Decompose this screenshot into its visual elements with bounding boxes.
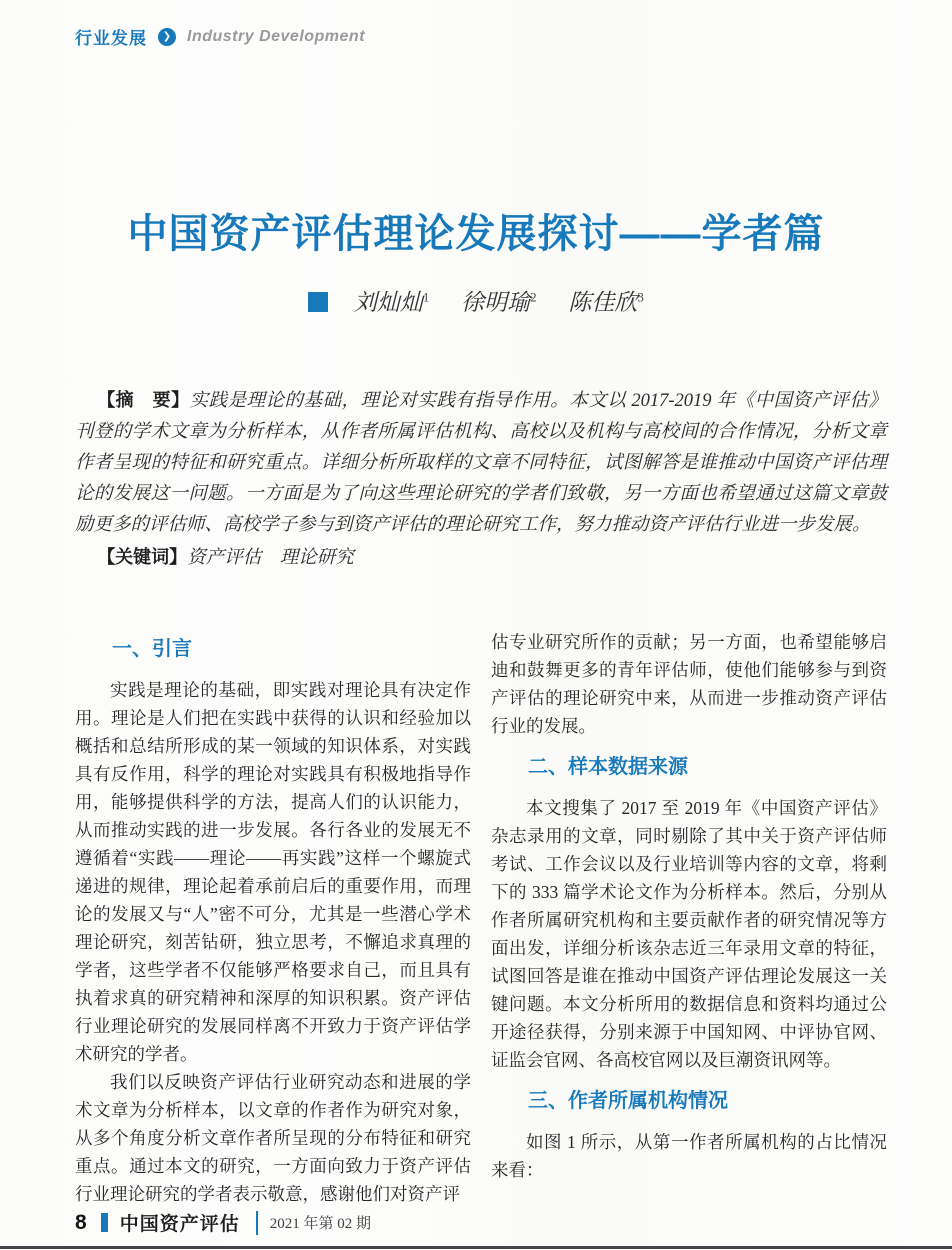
journal-name: 中国资产评估 xyxy=(119,1214,240,1235)
section-heading-3: 三、作者所属机构情况 xyxy=(528,1090,728,1112)
section-1-paragraph-2: 我们以反映资产评估行业研究动态和进展的学术文章为分析样本，以文章的作者作为研究对象，从多个角度分析文章作者所呈现的分布特征和研究重点。通过本文的研究，一方面向致力于资产评估行业理论研究的学者表示敬意，感谢他们对资产评 xyxy=(75,1072,471,1204)
author-2-name: 徐明瑜 xyxy=(461,290,531,315)
left-column xyxy=(75,628,471,1208)
section-heading-1: 一、引言 xyxy=(112,638,192,660)
article-body xyxy=(75,628,887,1208)
author-1 xyxy=(354,290,430,315)
author-line xyxy=(0,284,952,317)
author-2-affiliation-sup: 2 xyxy=(530,289,537,305)
category-label-cn: 行业发展 xyxy=(75,29,147,48)
author-3-affiliation-sup: 3 xyxy=(637,289,644,305)
section-1-paragraph-2-continued: 估专业研究所作的贡献；另一方面，也希望能够启迪和鼓舞更多的青年评估师，使他们能够参与到资产评估的理论研究中来，从而进一步推动资产评估行业的发展。 xyxy=(491,632,887,736)
chevron-right-circle-icon: ❯ xyxy=(158,28,176,46)
keywords-text: 资产评估 理论研究 xyxy=(187,548,354,568)
section-3-paragraph-1: 如图 1 所示，从第一作者所属机构的占比情况来看： xyxy=(491,1132,887,1180)
category-label-en: Industry Development xyxy=(187,27,366,45)
page-footer xyxy=(75,1209,371,1236)
page-header xyxy=(75,24,365,49)
issue-label: 2021 年第 02 期 xyxy=(269,1216,371,1232)
section-heading-2: 二、样本数据来源 xyxy=(528,756,688,778)
page-number: 8 xyxy=(75,1210,87,1234)
author-1-affiliation-sup: 1 xyxy=(422,289,430,305)
keywords-label: 【关键词】 xyxy=(97,547,188,567)
author-3 xyxy=(568,290,644,315)
author-1-name: 刘灿灿 xyxy=(353,290,423,315)
keywords-line xyxy=(75,542,887,574)
article-title: 中国资产评估理论发展探讨——学者篇 xyxy=(127,212,825,256)
abstract-block xyxy=(75,385,887,574)
author-marker-icon xyxy=(308,292,328,312)
bottom-rule xyxy=(0,1246,952,1249)
author-2 xyxy=(461,290,537,315)
abstract-text: 实践是理论的基础，理论对实践有指导作用。本文以 2017-2019 年《中国资产评估》刊登的学术文章为分析样本，从作者所属评估机构、高校以及机构与高校间的合作情况，分析文章作者呈现的特征和研究重点。详细分析所取样的文章不同特征，试图解答是谁推动中国资产评估理论的发展这一问题。一方面是为了向这些理论研究的学者们致敬，另一方面也希望通过这篇文章鼓励更多的评估师、高校学子参与到资产评估的理论研究工作，努力推动资产评估行业进一步发展。 xyxy=(75,391,887,535)
section-1-paragraph-1: 实践是理论的基础，即实践对理论具有决定作用。理论是人们把在实践中获得的认识和经验加以概括和总结所形成的某一领域的知识体系，对实践具有反作用，科学的理论对实践具有积极地指导作用，能够提供科学的方法，提高人们的认识能力，从而推动实践的进一步发展。各行各业的发展无不遵循着“实践——理论——再实践”这样一个螺旋式递进的规律，理论起着承前启后的重要作用，而理论的发展又与“人”密不可分，尤其是一些潜心学术理论研究，刻苦钻研，独立思考，不懈追求真理的学者，这些学者不仅能够严格要求自己，而且具有执着求真的研究精神和深厚的知识积累。资产评估行业理论研究的发展同样离不开致力于资产评估学术研究的学者。 xyxy=(75,680,471,1064)
right-column xyxy=(491,628,887,1208)
abstract-paragraph xyxy=(75,385,887,541)
footer-divider xyxy=(256,1211,258,1235)
author-3-name: 陈佳欣 xyxy=(568,290,638,315)
abstract-label: 【摘 要】 xyxy=(97,390,190,410)
section-2-paragraph-1: 本文搜集了 2017 至 2019 年《中国资产评估》杂志录用的文章，同时剔除了其中关于资产评估师考试、工作会议以及行业培训等内容的文章，将剩下的 333 篇学术论文作为分析样本。然后，分别从作者所属研究机构和主要贡献作者的研究情况等方面出发，详细分析该杂志近三年录用文章的特征，试图回答是谁在推动中国资产评估理论发展这一关键问题。本文分析所用的数据信息和资料均通过公开途径获得，分别来源于中国知网、中评协官网、证监会官网、各高校官网以及巨潮资讯网等。 xyxy=(491,798,887,1070)
footer-accent-bar xyxy=(101,1213,108,1232)
